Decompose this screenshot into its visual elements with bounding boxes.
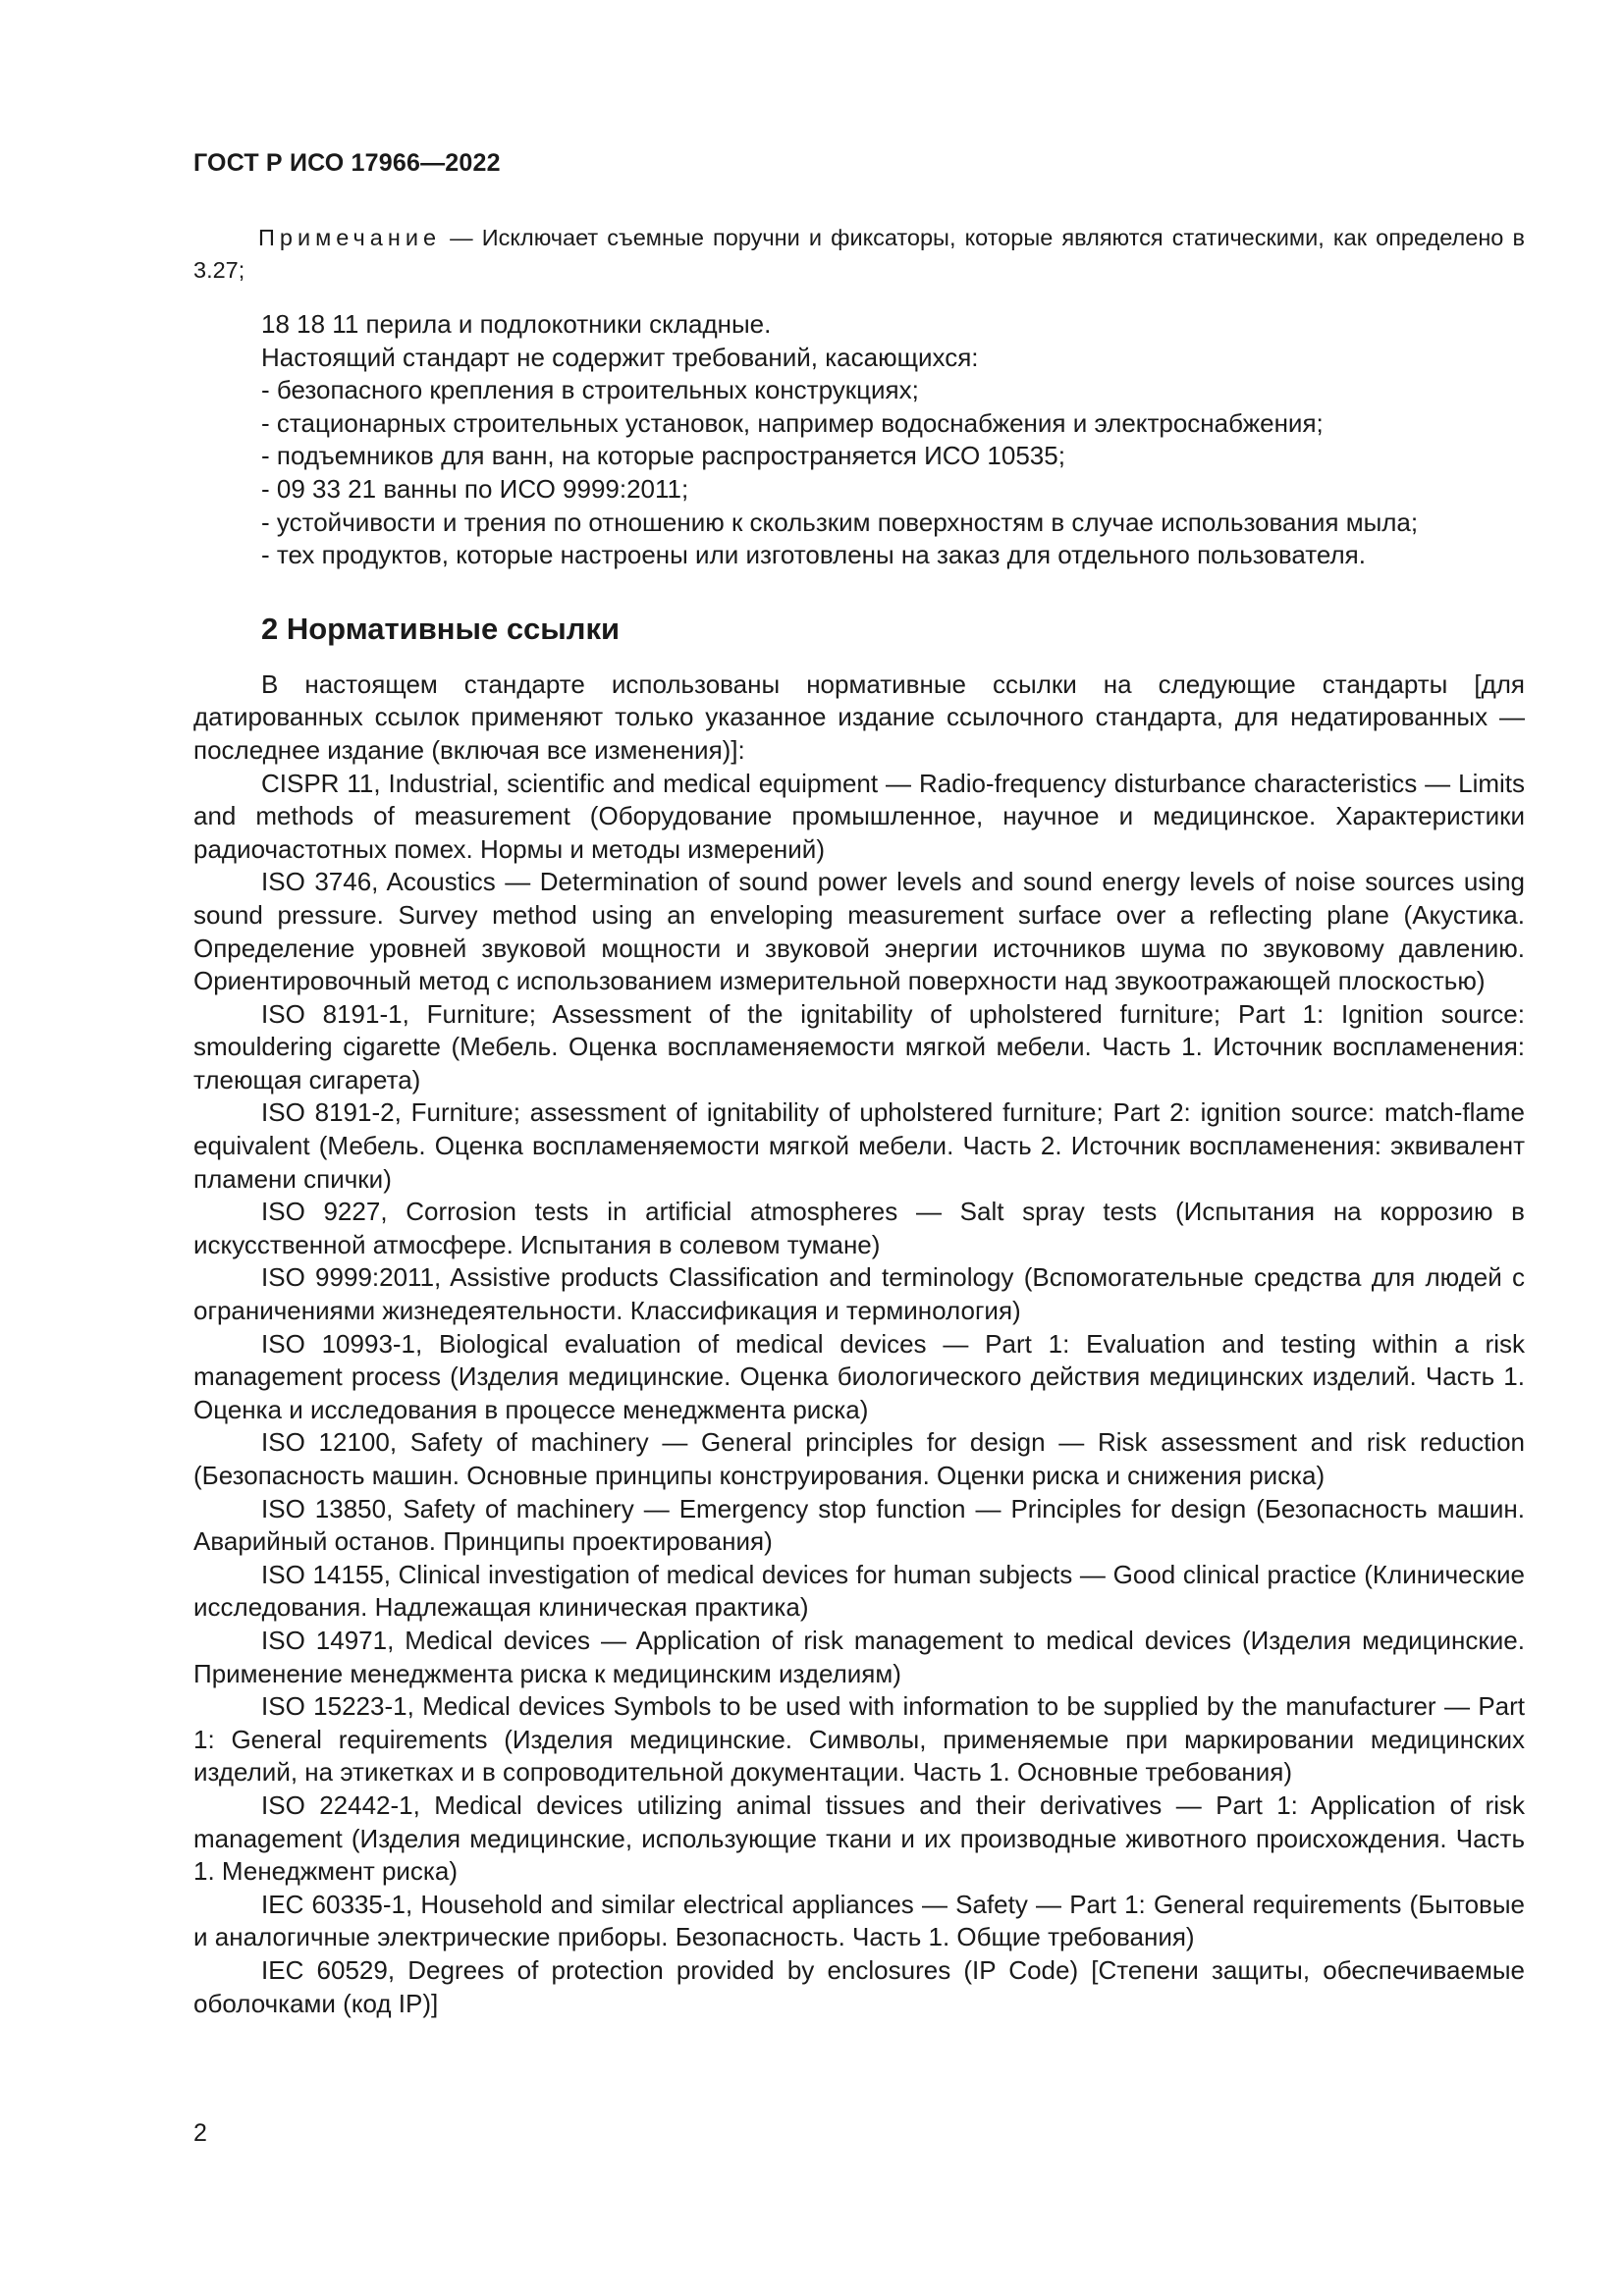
reference-item: IEC 60335-1, Household and similar electrical appliances — Safety — Part 1: General requirements (Бытовые и аналогичные электрические приборы. Безопасность. Часть 1. Общие требования) bbox=[193, 1889, 1525, 1952]
list-item: - стационарных строительных установок, например водоснабжения и электроснабжения; bbox=[261, 407, 1324, 438]
page-content bbox=[193, 222, 1525, 2020]
reference-item: ISO 3746, Acoustics — Determination of sound power levels and sound energy levels of noise sources using sound pressure. Survey method using an enveloping measurement surface over a reflecting plane (Акустика. Определение уровней звуковой мощности и звуковой энергии источников шума по звуковому давлению. Ориентировочный метод с использованием измерительной поверхности над звукоотражающей плоскостью) bbox=[193, 867, 1525, 996]
reference-item: ISO 8191-2, Furniture; assessment of ignitability of upholstered furniture; Part 2: ignition source: match-flame equivalent (Мебель. Оценка воспламеняемости мягкой мебели. Часть 2. Источник воспламенения: эквивалент пламени спички) bbox=[193, 1097, 1525, 1194]
list-item: - подъемников для ванн, на которые распространяется ИСО 10535; bbox=[261, 441, 1065, 471]
reference-item: ISO 12100, Safety of machinery — General principles for design — Risk assessment and risk reduction (Безопасность машин. Основные принципы конструирования. Оценки риска и снижения риска) bbox=[193, 1427, 1525, 1490]
reference-item: ISO 8191-1, Furniture; Assessment of the ignitability of upholstered furniture; Part 1: Ignition source: smouldering cigarette (Мебель. Оценка воспламеняемости мягкой мебели. Часть 1. Источник воспламенения: тлеющая сигарета) bbox=[193, 998, 1525, 1095]
reference-item: IEC 60529, Degrees of protection provided by enclosures (IP Code) [Степени защиты, обеспечиваемые оболочками (код IP)] bbox=[193, 1954, 1525, 2018]
reference-item: ISO 14971, Medical devices — Application of risk management to medical devices (Изделия медицинские. Применение менеджмента риска к медицинским изделиям) bbox=[193, 1625, 1525, 1688]
list-item: - устойчивости и трения по отношению к скользким поверхностям в случае использования мыла; bbox=[261, 507, 1419, 537]
list-item: - безопасного крепления в строительных конструкциях; bbox=[261, 375, 919, 405]
section-intro: В настоящем стандарте использованы нормативные ссылки на следующие стандарты [для датированных ссылок применяют только указанное издание ссылочного стандарта, для недатированных — последнее издание (включая все изменения)]: bbox=[193, 668, 1525, 765]
page-number: 2 bbox=[193, 2119, 207, 2147]
classification-item: 18 18 11 перила и подлокотники складные. bbox=[261, 309, 772, 339]
section-title: 2 Нормативные ссылки bbox=[261, 611, 621, 646]
references-list bbox=[193, 768, 1525, 2021]
note-text: — Исключает съемные поручни и фиксаторы, которые являются статическими, как определено в 3.27; bbox=[193, 225, 1525, 283]
list-item: - тех продуктов, которые настроены или изготовлены на заказ для отдельного пользователя. bbox=[261, 540, 1366, 570]
reference-item: ISO 22442-1, Medical devices utilizing animal tissues and their derivatives — Part 1: Application of risk management (Изделия медицинские, использующие ткани и их производные животного происхождения. Часть 1. Менеджмент риска) bbox=[193, 1789, 1525, 1887]
reference-item: ISO 15223-1, Medical devices Symbols to be used with information to be supplied by the manufacturer — Part 1: General requirements (Изделия медицинские. Символы, применяемые при маркировании медицинских изделий, на этикетках и в сопроводительной документации. Часть 1. Основные требования) bbox=[193, 1691, 1525, 1788]
reference-item: ISO 9999:2011, Assistive products Classification and terminology (Вспомогательные средства для людей с ограничениями жизнедеятельности. Классификация и терминология) bbox=[193, 1262, 1525, 1326]
scope-intro: Настоящий стандарт не содержит требований, касающихся: bbox=[261, 342, 979, 372]
note-paragraph bbox=[193, 222, 1525, 287]
reference-item: ISO 13850, Safety of machinery — Emergency stop function — Principles for design (Безопасность машин. Аварийный останов. Принципы проектирования) bbox=[193, 1493, 1525, 1557]
list-item: - 09 33 21 ванны по ИСО 9999:2011; bbox=[261, 473, 689, 504]
reference-item: ISO 14155, Clinical investigation of medical devices for human subjects — Good clinical practice (Клинические исследования. Надлежащая клиническая практика) bbox=[193, 1559, 1525, 1623]
reference-item: ISO 10993-1, Biological evaluation of medical devices — Part 1: Evaluation and testing within a risk management process (Изделия медицинские. Оценка биологического действия медицинских изделий. Часть 1. Оценка и исследования в процессе менеджмента риска) bbox=[193, 1328, 1525, 1424]
exclusions-list bbox=[193, 374, 1525, 572]
reference-item: ISO 9227, Corrosion tests in artificial atmospheres — Salt spray tests (Испытания на коррозию в искусственной атмосфере. Испытания в солевом тумане) bbox=[193, 1197, 1525, 1259]
standard-code-header: ГОСТ Р ИСО 17966—2022 bbox=[193, 149, 501, 177]
reference-item: CISPR 11, Industrial, scientific and medical equipment — Radio-frequency disturbance characteristics — Limits and methods of measurement (Оборудование промышленное, научное и медицинское. Характеристики радиочастотных помех. Нормы и методы измерений) bbox=[193, 768, 1525, 864]
note-label: Примечание bbox=[258, 225, 442, 250]
